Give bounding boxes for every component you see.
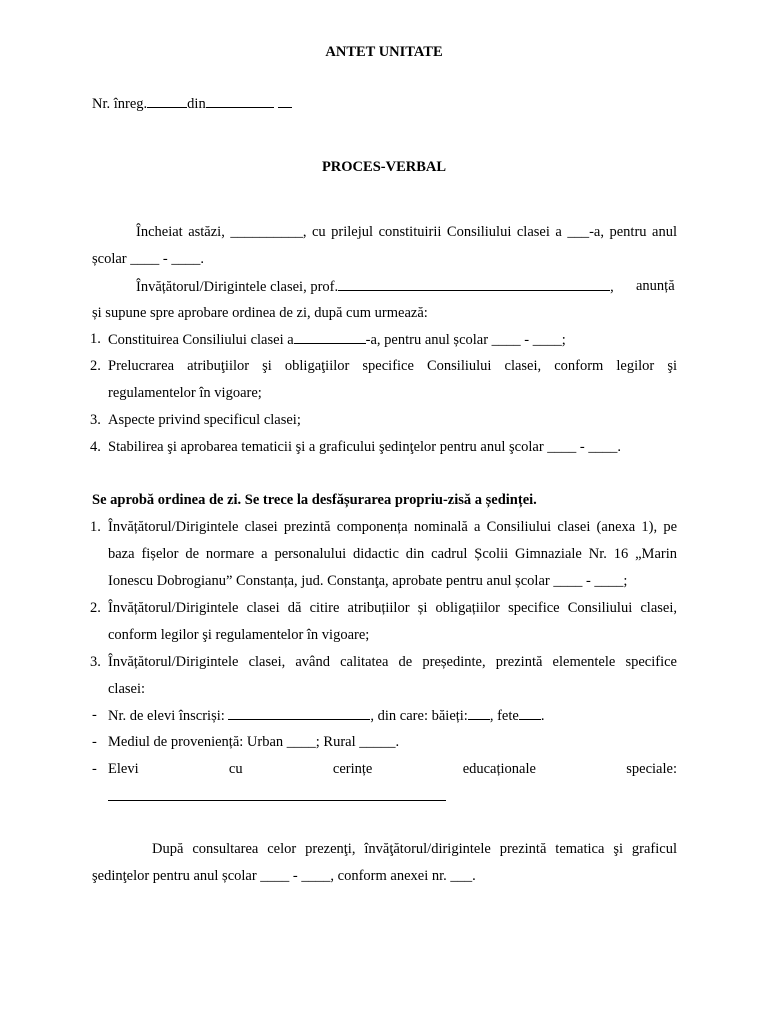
registration-number-blank — [147, 94, 187, 108]
agenda-num-4: 4. — [90, 439, 101, 455]
approval-heading: Se aprobă ordinea de zi. Se trece la desfășurarea propriu-zisă a ședinței. — [92, 492, 537, 508]
proceeding-num-2: 2. — [90, 600, 101, 616]
agenda-num-1: 1. — [90, 331, 101, 347]
teacher-name-blank — [338, 277, 610, 291]
closing-line-2: şedinţelor pentru anul școlar ____ - ____, conform anexei nr. ___. — [92, 868, 476, 884]
agenda-item-4: Stabilirea şi aprobarea tematicii şi a graficului şedinţelor pentru anul şcolar ____ - ____. — [108, 439, 621, 455]
agenda-item-1-suffix: -a, pentru anul școlar ____ - ____; — [365, 332, 566, 348]
proceeding-1-line-3: Ionescu Dobrogianu” Constanța, jud. Constanţa, aprobate pentru anul școlar ____ - ____; — [108, 573, 628, 589]
agenda-item-1 — [108, 330, 566, 349]
special-needs-blank — [108, 800, 446, 801]
intro-line-4: și supune spre aprobare ordinea de zi, după cum urmează: — [92, 305, 428, 321]
special-word-3: cerințe — [332, 761, 373, 777]
registration-label: Nr. înreg. — [92, 96, 148, 112]
agenda-item-1-prefix: Constituirea Consiliului clasei a — [108, 332, 294, 348]
letterhead-title: ANTET UNITATE — [325, 44, 443, 60]
origin-line: Mediul de proveniență: Urban ____; Rural _____. — [108, 734, 400, 750]
teacher-line — [136, 277, 614, 296]
special-word-5: speciale: — [626, 761, 677, 777]
registration-date-blank — [206, 94, 274, 108]
bullet-dash: - — [92, 734, 97, 750]
proceeding-2-line-1: Învățătorul/Dirigintele clasei dă citire atribuțiilor și obligațiilor specifice Consiliului clasei, — [108, 600, 677, 616]
registration-line — [92, 94, 292, 113]
special-needs-line — [108, 760, 677, 778]
agenda-item-2-line-2: regulamentelor în vigoare; — [108, 385, 262, 401]
proceeding-num-1: 1. — [90, 519, 101, 535]
special-word-4: educaționale — [462, 761, 536, 777]
proceeding-1-line-1: Învățătorul/Dirigintele clasei prezintă componența nominală a Consiliului clasei (anexa 1), pe — [108, 519, 677, 535]
class-blank — [294, 330, 366, 344]
teacher-comma: , — [610, 279, 614, 295]
agenda-num-3: 3. — [90, 412, 101, 428]
boys-label: , din care: băieți: — [370, 708, 468, 724]
special-word-2: cu — [228, 761, 243, 777]
intro-line-1: Încheiat astăzi, __________, cu prilejul constituirii Consiliului clasei a ___-a, pentru anul — [136, 224, 677, 240]
girls-blank — [519, 706, 541, 720]
registration-extra-blank — [278, 94, 292, 108]
bullet-dash: - — [92, 761, 97, 777]
enrolled-label: Nr. de elevi înscriși: — [108, 708, 229, 724]
proceeding-3-line-1: Învățătorul/Dirigintele clasei, având calitatea de președinte, prezintă elementele specifice — [108, 654, 677, 670]
agenda-num-2: 2. — [90, 358, 101, 374]
enrolled-line — [108, 706, 544, 725]
enrolled-blank — [228, 706, 370, 720]
registration-date-label: din — [187, 96, 206, 112]
proceeding-2-line-2: conform legilor şi regulamentelor în vigoare; — [108, 627, 370, 643]
proceeding-1-line-2: baza fișelor de normare a personalului didactic din cadrul Școlii Gimnaziale Nr. 16 „Marin — [108, 546, 677, 562]
bullet-dash: - — [92, 707, 97, 723]
boys-blank — [468, 706, 490, 720]
teacher-label: Învățătorul/Dirigintele clasei, prof. — [136, 279, 339, 295]
proceeding-num-3: 3. — [90, 654, 101, 670]
proceeding-3-line-2: clasei: — [108, 681, 146, 697]
document-title: PROCES-VERBAL — [321, 159, 447, 175]
agenda-item-2-line-1: Prelucrarea atribuţiilor şi obligaţiilor specifice Consiliului clasei, conform legilor şi — [108, 358, 677, 374]
girls-label: , fete — [489, 708, 519, 724]
special-word-1: Elevi — [108, 761, 139, 777]
intro-line-2: școlar ____ - ____. — [92, 251, 204, 267]
closing-line-1: După consultarea celor prezenţi, învăţătorul/dirigintele prezintă tematica şi graficul — [152, 841, 677, 857]
agenda-item-3: Aspecte privind specificul clasei; — [108, 412, 301, 428]
enrolled-end: . — [540, 708, 545, 724]
announces-word: anunță — [636, 278, 675, 294]
